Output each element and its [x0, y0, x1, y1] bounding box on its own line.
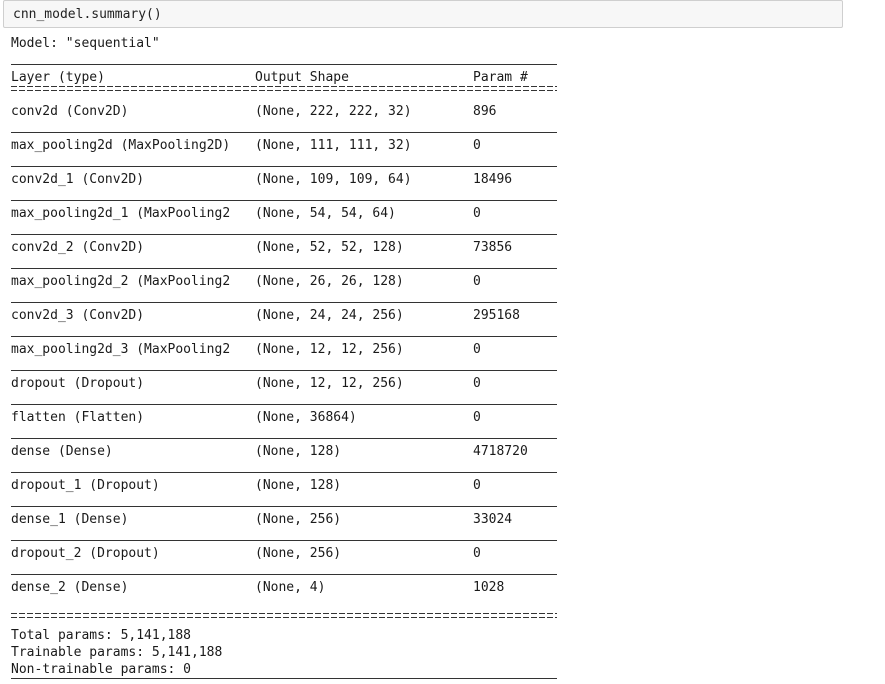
code-input-cell[interactable] — [3, 0, 843, 28]
output-shape: (None, 52, 52, 128) — [255, 240, 404, 255]
output-shape: (None, 222, 222, 32) — [255, 104, 412, 119]
layer-name: dropout (Dropout) — [11, 376, 145, 391]
table-row — [11, 409, 611, 443]
param-count: 1028 — [473, 580, 505, 595]
layer-name: dense (Dense) — [11, 444, 113, 459]
layer-name: conv2d (Conv2D) — [11, 104, 129, 119]
param-count: 0 — [473, 206, 481, 221]
param-count: 0 — [473, 342, 481, 357]
table-row — [11, 103, 611, 137]
param-count: 73856 — [473, 240, 513, 255]
table-row — [11, 511, 611, 545]
non-trainable-params: Non-trainable params: 0 — [11, 662, 192, 677]
table-row — [11, 477, 611, 511]
footer-double-separator — [11, 613, 611, 618]
param-count: 0 — [473, 376, 481, 391]
layer-name: conv2d_2 (Conv2D) — [11, 240, 145, 255]
output-shape: (None, 36864) — [255, 410, 357, 425]
output-shape: (None, 26, 26, 128) — [255, 274, 404, 289]
header-double-separator — [11, 86, 611, 91]
param-count: 295168 — [473, 308, 520, 323]
layer-name: flatten (Flatten) — [11, 410, 145, 425]
table-row — [11, 375, 611, 409]
param-count: 896 — [473, 104, 497, 119]
layer-name: max_pooling2d_2 (MaxPooling2 — [11, 274, 231, 289]
table-row — [11, 137, 611, 171]
param-count: 0 — [473, 138, 481, 153]
param-count: 0 — [473, 478, 481, 493]
layer-name: conv2d_3 (Conv2D) — [11, 308, 145, 323]
param-count: 0 — [473, 546, 481, 561]
output-shape: (None, 54, 54, 64) — [255, 206, 396, 221]
header-layer: Layer (type) — [11, 70, 105, 85]
output-shape: (None, 256) — [255, 512, 342, 527]
output-shape: (None, 111, 111, 32) — [255, 138, 412, 153]
layer-name: conv2d_1 (Conv2D) — [11, 172, 145, 187]
param-count: 4718720 — [473, 444, 528, 459]
layer-rows — [11, 103, 611, 613]
layer-name: dense_1 (Dense) — [11, 512, 129, 527]
param-count: 0 — [473, 410, 481, 425]
output-shape: (None, 24, 24, 256) — [255, 308, 404, 323]
output-shape: (None, 12, 12, 256) — [255, 376, 404, 391]
layer-name: dropout_1 (Dropout) — [11, 478, 160, 493]
table-row — [11, 273, 611, 307]
output-shape: (None, 128) — [255, 444, 342, 459]
param-count: 33024 — [473, 512, 513, 527]
header-output-shape: Output Shape — [255, 70, 349, 85]
table-row — [11, 307, 611, 341]
param-count: 0 — [473, 274, 481, 289]
layer-name: max_pooling2d_3 (MaxPooling2 — [11, 342, 231, 357]
output-shape: (None, 4) — [255, 580, 326, 595]
top-separator — [11, 52, 611, 69]
trainable-params: Trainable params: 5,141,188 — [11, 645, 223, 660]
table-row — [11, 239, 611, 273]
output-shape: (None, 109, 109, 64) — [255, 172, 412, 187]
layer-name: max_pooling2d_1 (MaxPooling2 — [11, 206, 231, 221]
param-count: 18496 — [473, 172, 513, 187]
bottom-separator — [11, 678, 557, 679]
output-shape: (None, 12, 12, 256) — [255, 342, 404, 357]
layer-name: max_pooling2d (MaxPooling2D) — [11, 138, 231, 153]
output-shape: (None, 128) — [255, 478, 342, 493]
layer-name: dense_2 (Dense) — [11, 580, 129, 595]
table-row — [11, 443, 611, 477]
table-header — [11, 69, 611, 86]
total-params: Total params: 5,141,188 — [11, 628, 192, 643]
table-row — [11, 171, 611, 205]
code-input-text[interactable]: cnn_model.summary() — [13, 7, 162, 22]
table-row — [11, 545, 611, 579]
model-name-line: Model: "sequential" — [11, 36, 160, 51]
model-summary-output — [11, 35, 611, 678]
header-param-count: Param # — [473, 70, 528, 85]
param-summary — [11, 627, 611, 678]
layer-name: dropout_2 (Dropout) — [11, 546, 160, 561]
output-shape: (None, 256) — [255, 546, 342, 561]
table-row — [11, 579, 611, 613]
table-row — [11, 341, 611, 375]
table-row — [11, 205, 611, 239]
